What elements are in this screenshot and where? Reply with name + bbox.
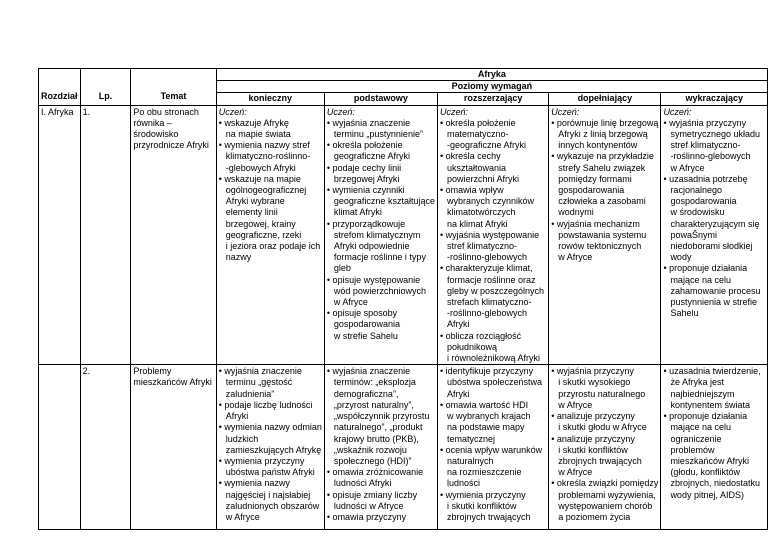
requirement-continuation: kontynentem świata [670,399,750,410]
requirement-bullet: • wymienia nazwy odmian [218,422,322,433]
requirement-continuation: gleby w poszczególnych [446,285,545,296]
row1-rozdzial: I. Afryka [39,105,81,365]
requirement-continuation: strefom klimatycznym [333,229,421,240]
requirement-continuation: formacje roślinne oraz [446,274,536,285]
requirement-continuation: niedoborami słodkiej [670,241,753,252]
requirement-bullet: • określa położenie [326,140,403,151]
requirement-bullet: • proponuje działania [663,263,748,274]
requirement-continuation: elementy linii [225,207,278,218]
requirement-continuation: i skutki konfliktów [558,444,628,455]
requirement-continuation: powaŜnymi [670,229,717,240]
requirement-continuation: problemami wyżywienia, [558,489,656,500]
requirement-continuation: ukształtowania [446,162,507,173]
requirement-continuation: stref klimatyczno- [670,140,741,151]
requirement-continuation: i skutki wysokiego [558,377,631,388]
requirement-bullet: • wskazuje Afrykę [218,117,289,128]
requirement-continuation: Afryki wybrane [225,196,285,207]
requirement-bullet: • wymienia przyczyny [218,455,305,466]
requirement-continuation: Sahelu [670,308,699,319]
table-row [39,365,768,530]
header-wykraczajacy: wykraczający [661,93,768,105]
requirement-continuation: i skutki głodu w Afryce [558,422,647,433]
requirement-continuation: problemów [670,444,715,455]
header-konieczny: konieczny [216,93,324,105]
requirement-continuation: klimat Afryki [333,207,382,218]
requirement-bullet: • wymienia przyczyny [439,489,526,500]
row1-podstawowy [324,105,437,365]
requirement-continuation: mające na celu [670,274,731,285]
requirement-continuation: na rozmieszczenie [446,467,522,478]
requirement-continuation: występowaniem chorób [558,500,653,511]
requirement-bullet: • ocenia wpływ warunków [439,444,543,455]
topic-line: środowisko [133,129,179,140]
header-rozszerzajacy: rozszerzający [437,93,548,105]
requirement-continuation: demograficzna”, [333,388,399,399]
requirement-continuation: mające na celu [670,422,731,433]
requirement-continuation: zahamowanie procesu [670,285,761,296]
row2-lp: 2. [80,365,131,530]
requirement-continuation: wybranych czynników [446,196,535,207]
requirement-bullet: • przyporządkowuje [326,218,406,229]
requirement-continuation: w wybranych krajach [446,411,531,422]
requirement-continuation: terminów: „eksplozja [333,377,416,388]
requirement-bullet: • wyjaśnia przyczyny [551,366,634,377]
requirement-continuation: mieszkańców Afryki [670,455,749,466]
pupil-intro: Uczeń: [663,106,692,117]
requirement-continuation: brzegowej, krainy [225,218,296,229]
requirement-continuation: formacje roślinne i typy [333,252,426,263]
requirement-bullet: • omawia zróżnicowanie [326,467,424,478]
requirement-continuation: w Afryce [558,467,593,478]
requirement-continuation: rowów tektonicznych [558,241,642,252]
requirement-continuation: najbiedniejszym [670,388,735,399]
topic-line: przyrodnicze Afryki [133,140,209,151]
requirement-continuation: terminu „pustynnienie” [333,129,423,140]
requirement-bullet: • opisuje sposoby [326,308,398,319]
requirement-continuation: -roślinno-glebowych [670,151,751,162]
requirement-bullet: • omawia wpływ [439,185,504,196]
requirement-continuation: geograficzne kształtujące [333,196,435,207]
requirement-continuation: i równoleżnikową Afryki [446,353,541,364]
header-lp: Lp. [80,69,131,106]
table-title: Afryka [216,69,767,81]
pupil-intro: Uczeń: [326,106,355,117]
requirement-continuation: zaludnionych obszarów [225,500,320,511]
requirement-continuation: naturalnego”, „produkt [333,422,423,433]
requirement-bullet: • wymienia czynniki [326,185,405,196]
requirement-continuation: pustynnienia w strefie [670,297,757,308]
requirement-bullet: • określa związki pomiędzy [551,478,659,489]
requirement-continuation: terminu „gęstość [225,377,293,388]
requirement-continuation: matematyczno- [446,129,509,140]
requirement-continuation: a poziomem życia [558,511,631,522]
requirement-continuation: -geograficzne Afryki [446,140,527,151]
requirement-continuation: zamieszkujących Afrykę [225,444,322,455]
requirement-bullet: • omawia przyczyny [326,511,407,522]
requirement-continuation: w środowisku [670,207,725,218]
requirement-continuation: powstawania systemu [558,229,647,240]
requirement-continuation: ludności w Afryce [333,500,404,511]
requirement-bullet: • charakteryzuje klimat, [439,263,533,274]
requirement-continuation: najgęściej i najsłabiej [225,489,311,500]
requirement-bullet: • wyjaśnia znaczenie [326,117,411,128]
requirement-continuation: -glebowych Afryki [225,162,296,173]
requirement-continuation: strefach klimatyczno- [446,297,532,308]
pupil-intro: Uczeń: [439,106,468,117]
requirement-continuation: krajowy brutto (PKB), [333,433,419,444]
requirement-bullet: • określa położenie [439,117,516,128]
row1-wykraczajacy [661,105,768,365]
pupil-intro: Uczeń: [551,106,580,117]
requirement-continuation: klimatyczno-roślinno- [225,151,311,162]
requirement-continuation: na mapie świata [225,129,291,140]
requirement-continuation: wody pitnej, AIDS) [670,489,744,500]
requirement-continuation: brzegowej Afryki [333,173,400,184]
row1-konieczny [216,105,324,365]
requirement-continuation: w Afryce [333,297,368,308]
requirement-bullet: • podaje liczbę ludności [218,399,313,410]
requirement-continuation: wód powierzchniowych [333,285,426,296]
requirement-bullet: • analizuje przyczyny [551,411,635,422]
requirement-continuation: zbrojnych trwających [446,511,531,522]
requirement-continuation: ogólnogeograficznej [225,185,307,196]
table-subtitle: Poziomy wymagań [216,81,767,93]
requirement-continuation: ograniczenie [670,433,722,444]
requirement-bullet: • wskazuje na mapie [218,173,301,184]
header-dopelniajacy: dopełniający [549,93,661,105]
requirement-continuation: -roślinno-glebowych [446,252,528,263]
requirement-bullet: • identyfikuje przyczyny [439,366,534,377]
requirement-continuation: i skutki konfliktów [446,500,517,511]
requirement-continuation: racjonalnego [670,185,722,196]
row1-lp: 1. [80,105,131,365]
requirement-continuation: stref klimatyczno- [446,241,517,252]
requirement-continuation: w Afryce [225,511,260,522]
header-rozdzial: Rozdział [39,69,81,106]
table-row [39,105,768,365]
requirement-continuation: ludności [446,478,480,489]
requirement-bullet: • wyjaśnia występowanie [439,229,540,240]
requirement-continuation: i jeziora oraz podaje ich [225,241,321,252]
requirement-continuation: powierzchni Afryki [446,173,519,184]
topic-line: równika – [133,117,172,128]
requirement-continuation: (głodu, konfliktów [670,467,740,478]
requirement-continuation: zbrojnych, niedostatku [670,478,760,489]
requirement-continuation: Afryki [446,388,470,399]
requirement-continuation: południkową [446,341,498,352]
row2-podstawowy [324,365,437,530]
requirement-continuation: „współczynnik przyrostu [333,411,430,422]
requirement-continuation: „wskaźnik rozwoju [333,444,407,455]
requirement-continuation: na klimat Afryki [446,218,508,229]
requirement-continuation: zaludnienia” [225,388,275,399]
requirement-continuation: gospodarowania [670,196,737,207]
row2-rozszerzajacy [437,365,548,530]
requirement-bullet: • uzasadnia potrzebę [663,173,748,184]
requirement-continuation: w Afryce [670,162,705,173]
requirement-bullet: • określa cechy [439,151,501,162]
requirement-continuation: ubóstwa społeczeństwa [446,377,543,388]
requirement-continuation: charakteryzującym się [670,218,760,229]
row2-dopelniajacy [549,365,661,530]
topic-line: Problemy [133,366,172,377]
requirement-continuation: na podstawie mapy [446,422,525,433]
requirement-continuation: symetrycznego układu [670,129,760,140]
requirement-continuation: że Afryka jest [670,377,724,388]
requirement-continuation: człowieka a zasobami [558,196,646,207]
requirement-continuation: nazwy [225,252,252,263]
header-temat: Temat [131,69,216,106]
requirement-continuation: w Afryce [558,252,593,263]
requirement-continuation: przyrostu naturalnego [558,388,646,399]
topic-line: Po obu stronach [133,106,199,117]
requirement-continuation: wody [670,252,692,263]
requirement-continuation: strefy Sahelu związek [558,162,646,173]
row2-konieczny [216,365,324,530]
requirements-table [38,68,768,530]
requirement-continuation: w strefie Sahelu [333,330,398,341]
requirement-continuation: klimatotwórczych [446,207,516,218]
requirement-continuation: wodnymi [558,207,594,218]
requirement-bullet: • wyjaśnia przyczyny [663,117,747,128]
requirement-bullet: • uzasadnia twierdzenie, [663,366,761,377]
pupil-intro: Uczeń: [218,106,247,117]
requirement-continuation: geograficzne Afryki [333,151,410,162]
row1-dopelniajacy [549,105,661,365]
row2-temat [131,365,216,530]
requirement-continuation: gospodarowania [333,319,400,330]
requirement-bullet: • omawia wartość HDI [439,399,529,410]
requirement-bullet: • analizuje przyczyny [551,433,635,444]
requirement-continuation: ludności Afryki [333,478,392,489]
requirement-bullet: • wyjaśnia mechanizm [551,218,640,229]
requirement-bullet: • wymienia nazwy [218,478,290,489]
header-podstawowy: podstawowy [324,93,437,105]
requirement-continuation: Afryki [225,411,249,422]
requirement-continuation: Afryki [446,319,470,330]
requirement-continuation: Afryki odpowiednie [333,241,410,252]
requirement-continuation: Afryki z linią brzegową [558,129,648,140]
requirement-continuation: ubóstwa państw Afryki [225,467,315,478]
row1-temat [131,105,216,365]
requirement-bullet: • opisuje zmiany liczby [326,489,418,500]
requirement-bullet: • porównuje linię brzegową [551,117,659,128]
requirement-continuation: gleb [333,263,351,274]
requirement-continuation: zbrojnych trwających [558,455,642,466]
row2-rozdzial [39,365,81,530]
requirement-continuation: „przyrost naturalny”, [333,399,414,410]
requirement-continuation: gospodarowania [558,185,625,196]
row1-rozszerzajacy [437,105,548,365]
requirement-bullet: • proponuje działania [663,411,748,422]
requirement-continuation: naturalnych [446,455,494,466]
requirement-bullet: • wymienia nazwy stref [218,140,310,151]
requirement-bullet: • wyjaśnia znaczenie [326,366,411,377]
requirement-continuation: geograficzne, rzeki [225,229,302,240]
requirement-continuation: tematycznej [446,433,495,444]
requirement-bullet: • wykazuje na przykładzie [551,151,654,162]
requirement-bullet: • opisuje występowanie [326,274,421,285]
row2-wykraczajacy [661,365,768,530]
requirement-continuation: społecznego (HDI)” [333,455,412,466]
requirement-bullet: • podaje cechy linii [326,162,402,173]
requirement-bullet: • wyjaśnia znaczenie [218,366,302,377]
requirement-continuation: pomiędzy formami [558,173,632,184]
requirement-continuation: innych kontynentów [558,140,638,151]
requirement-continuation: ludzkich [225,433,259,444]
topic-line: mieszkańców Afryki [133,377,212,388]
requirement-bullet: • oblicza rozciągłość [439,330,522,341]
requirement-continuation: -roślinno-glebowych [446,308,528,319]
requirement-continuation: w Afryce [558,399,593,410]
